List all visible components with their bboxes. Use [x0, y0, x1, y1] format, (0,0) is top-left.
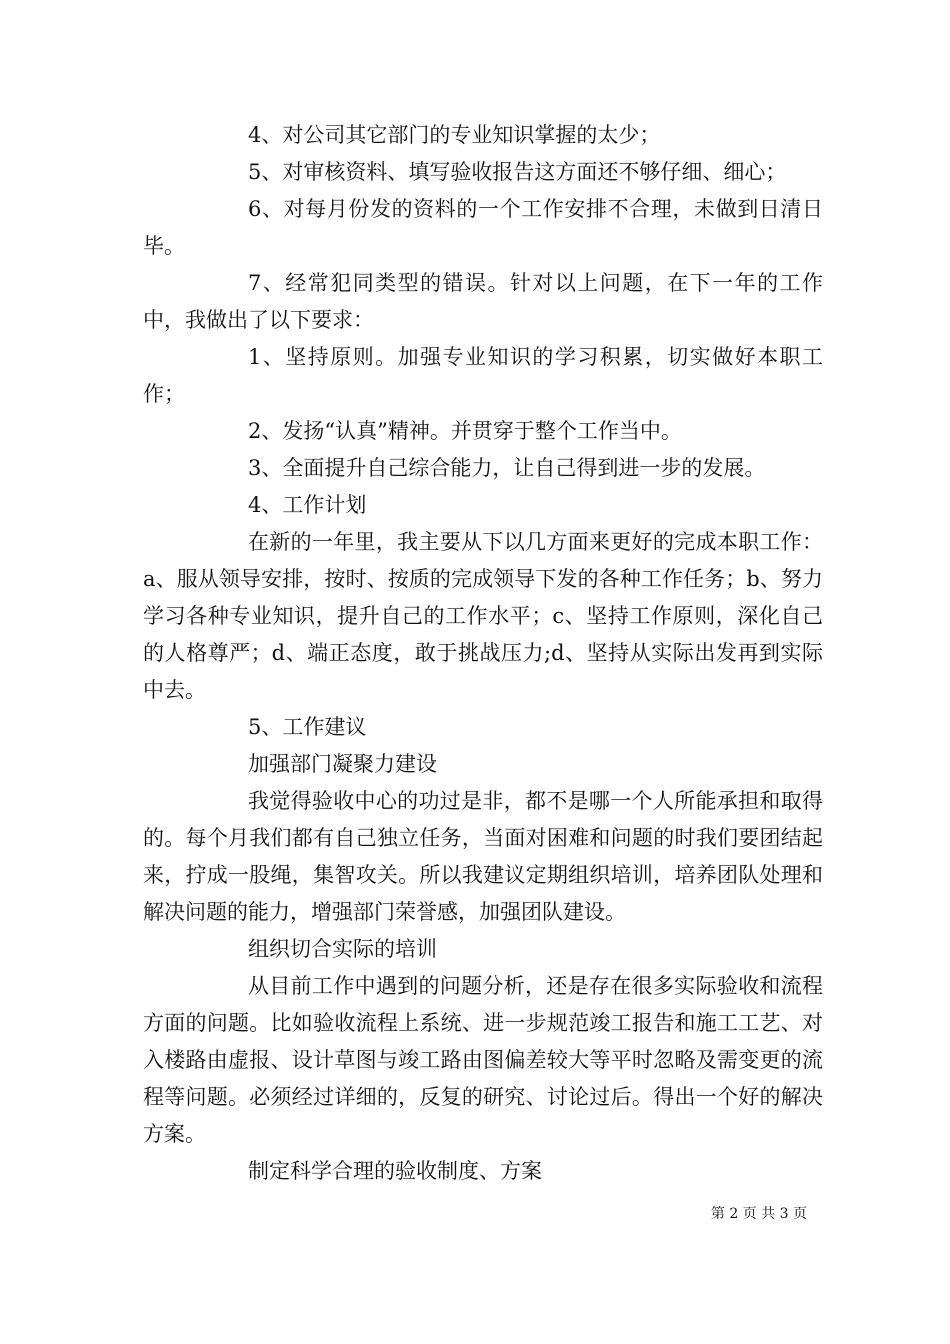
work-plan-paragraph: 在新的一年里，我主要从下以几方面来更好的完成本职工作：a、服从领导安排，按时、按质的完成领导下发的各种工作任务；b、努力学习各种专业知识，提升自己的工作水平；c、坚持工作原则，深化自己的人格尊严；d、端正态度，敢于挑战压力;d、坚持从实际出发再到实际中去。 — [143, 530, 823, 702]
list-item-4: 4、对公司其它部门的专业知识掌握的太少； — [248, 123, 661, 147]
requirement-3: 3、全面提升自己综合能力，让自己得到进一步的发展。 — [248, 456, 766, 480]
page-number: 第 2 页 共 3 页 — [710, 1206, 807, 1222]
training-paragraph: 从目前工作中遇到的问题分析，还是存在很多实际验收和流程方面的问题。比如验收流程上系统、进一步规范竣工报告和施工工艺、对入楼路由虚报、设计草图与竣工路由图偏差较大等平时忽略及需变更的流程等问题。必须经过详细的，反复的研究、讨论过后。得出一个好的解决方案。 — [143, 974, 823, 1146]
cohesion-paragraph: 我觉得验收中心的功过是非，都不是哪一个人所能承担和取得的。每个月我们都有自己独立任务，当面对困难和问题的时我们要团结起来，拧成一股绳，集智攻关。所以我建议定期组织培训，培养团队处理和解决问题的能力，增强部门荣誉感，加强团队建设。 — [143, 789, 823, 924]
subheading-acceptance-system: 制定科学合理的验收制度、方案 — [248, 1159, 542, 1183]
subheading-cohesion: 加强部门凝聚力建设 — [248, 752, 437, 776]
section-work-suggestions: 5、工作建议 — [248, 715, 367, 739]
document-body — [143, 117, 823, 1190]
list-item-7: 7、经常犯同类型的错误。针对以上问题，在下一年的工作中，我做出了以下要求： — [143, 271, 823, 332]
list-item-6: 6、对每月份发的资料的一个工作安排不合理，未做到日清日毕。 — [143, 197, 823, 258]
section-work-plan: 4、工作计划 — [248, 493, 367, 517]
requirement-1: 1、坚持原则。加强专业知识的学习积累，切实做好本职工作； — [143, 345, 823, 406]
list-item-5: 5、对审核资料、填写验收报告这方面还不够仔细、细心； — [248, 160, 787, 184]
subheading-training: 组织切合实际的培训 — [248, 937, 437, 961]
requirement-2: 2、发扬“认真”精神。并贯穿于整个工作当中。 — [248, 419, 682, 443]
